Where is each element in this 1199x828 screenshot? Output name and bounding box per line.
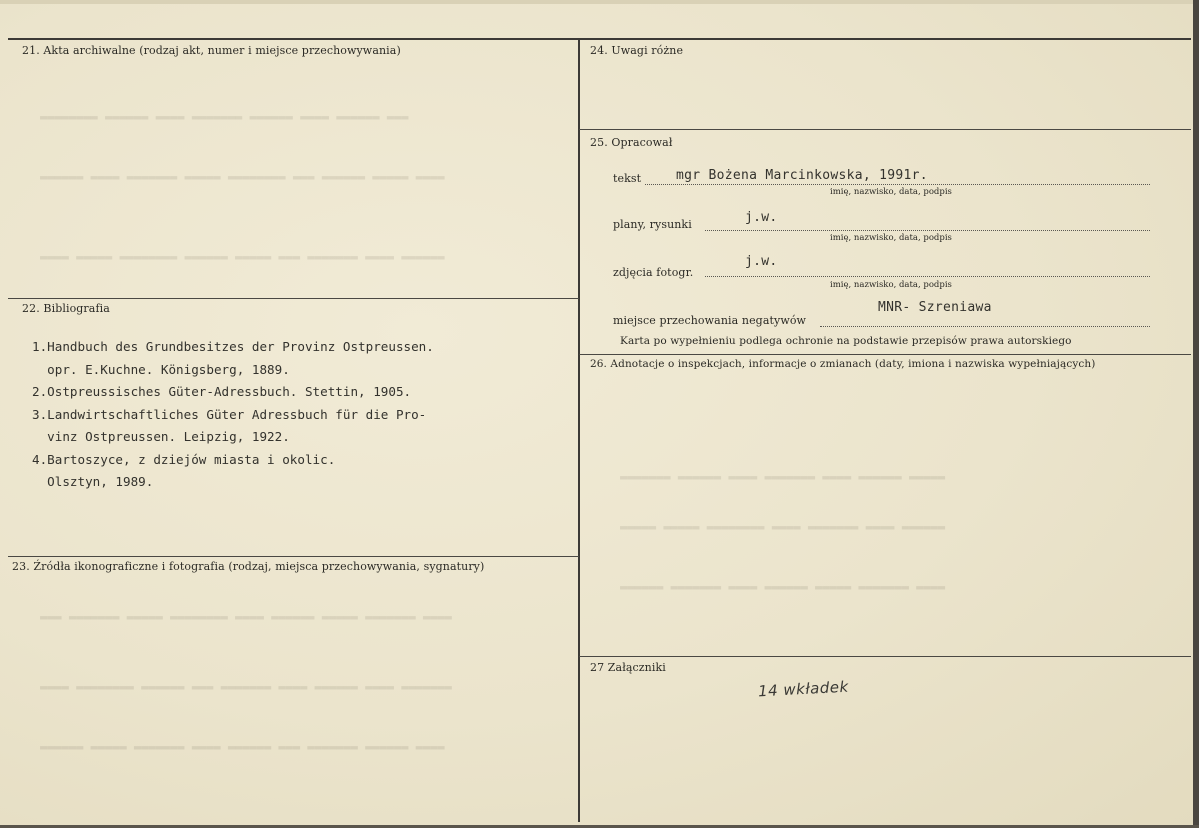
bibliography-line: 1.Handbuch des Grundbesitzes der Provinz Ostpreussen.: [32, 339, 434, 354]
bleed-through-text: ▬▬▬▬▬▬ ▬▬▬▬ ▬▬▬▬▬▬▬ ▬▬▬▬ ▬▬▬▬▬▬▬▬ ▬▬▬▬▬ ▬▬▬▬▬: [620, 520, 946, 534]
negatywy-value: MNR- Szreniawa: [878, 300, 992, 315]
bleed-through-text: ▬▬▬▬▬▬▬ ▬▬▬▬ ▬▬▬▬▬▬ ▬▬▬▬ ▬▬▬▬▬▬▬ ▬▬▬ ▬▬▬▬▬▬ ▬▬▬▬▬▬▬▬ ▬▬▬▬: [40, 680, 452, 694]
section-22-label: 22. Bibliografia: [22, 302, 110, 315]
tekst-value: mgr Bożena Marcinkowska, 1991r.: [676, 168, 928, 183]
plany-label: plany, rysunki: [613, 218, 692, 231]
tekst-label: tekst: [613, 172, 642, 185]
divider-24-25: [579, 129, 1191, 130]
bleed-through-text: ▬▬▬▬▬ ▬▬▬▬▬▬ ▬▬▬▬ ▬▬▬▬▬▬▬ ▬▬▬▬ ▬▬▬▬▬▬ ▬▬▬▬▬▬▬: [620, 470, 946, 484]
bibliography-line: vinz Ostpreussen. Leipzig, 1922.: [32, 429, 290, 444]
bleed-through-text: ▬▬▬ ▬▬▬▬▬▬ ▬▬▬▬ ▬▬▬▬▬▬ ▬▬▬▬▬▬▬ ▬▬▬▬ ▬▬▬▬▬▬ ▬▬▬▬▬▬▬▬: [40, 110, 409, 124]
section-23-label: 23. Źródła ikonograficzne i fotografia (rodzaj, miejsca przechowywania, sygnatury): [12, 560, 485, 573]
tekst-dotted-line: [645, 184, 1150, 185]
section-24-label: 24. Uwagi różne: [590, 44, 684, 57]
bibliography-line: 2.Ostpreussisches Güter-Adressbuch. Stettin, 1905.: [32, 384, 412, 399]
plany-caption: imię, nazwisko, data, podpis: [830, 233, 952, 243]
paper-right-edge: [1193, 0, 1199, 828]
section-26-label: 26. Adnotacje o inspekcjach, informacje o zmianach (daty, imiona i nazwiska wypełniających): [590, 358, 1096, 370]
paper-top-edge: [0, 0, 1199, 4]
tekst-caption: imię, nazwisko, data, podpis: [830, 187, 952, 197]
bleed-through-text: ▬▬▬▬ ▬▬▬▬▬▬▬ ▬▬▬▬▬ ▬▬▬▬▬▬ ▬▬▬▬ ▬▬▬▬▬▬▬▬ ▬▬▬▬▬ ▬▬▬▬▬▬▬ ▬▬▬: [40, 610, 452, 624]
divider-22-23: [8, 556, 579, 557]
center-divider: [578, 38, 580, 822]
section-21-label: 21. Akta archiwalne (rodzaj akt, numer i miejsce przechowywania): [22, 44, 401, 57]
bleed-through-text: ▬▬▬▬ ▬▬▬▬▬ ▬▬▬▬▬▬ ▬▬▬ ▬▬▬▬▬▬▬▬ ▬▬▬▬▬ ▬▬▬▬▬▬▬ ▬▬▬▬ ▬▬▬▬▬▬: [40, 170, 445, 184]
zdjecia-label: zdjęcia fotogr.: [613, 266, 694, 279]
bleed-through-text: ▬▬▬▬▬▬ ▬▬▬▬ ▬▬▬▬▬▬▬ ▬▬▬ ▬▬▬▬▬ ▬▬▬▬▬▬ ▬▬▬▬▬▬▬▬ ▬▬▬▬▬ ▬▬▬▬: [40, 250, 445, 264]
bibliography-list: [32, 336, 434, 494]
bleed-through-text: ▬▬▬▬ ▬▬▬▬▬▬ ▬▬▬▬▬▬▬ ▬▬▬ ▬▬▬▬▬▬ ▬▬▬▬ ▬▬▬▬▬▬▬ ▬▬▬▬▬ ▬▬▬▬▬▬: [40, 740, 445, 754]
negatywy-dotted-line: [820, 326, 1150, 327]
copyright-note: Karta po wypełnieniu podlega ochronie na podstawie przepisów prawa autorskiego: [620, 335, 1072, 347]
bibliography-line: opr. E.Kuchne. Königsberg, 1889.: [32, 361, 290, 377]
plany-dotted-line: [705, 230, 1150, 231]
divider-25-26: [579, 354, 1191, 355]
bleed-through-text: ▬▬▬▬ ▬▬▬▬▬▬▬ ▬▬▬▬▬ ▬▬▬▬▬▬ ▬▬▬▬ ▬▬▬▬▬▬▬ ▬▬▬▬▬▬: [620, 580, 946, 594]
bibliography-line: 4.Bartoszyce, z dziejów miasta i okolic.: [32, 451, 336, 467]
handwritten-attachments-note: 14 wkładek: [757, 677, 850, 701]
zdjecia-caption: imię, nazwisko, data, podpis: [830, 280, 952, 290]
zdjecia-value: j.w.: [745, 254, 778, 269]
top-border-line: [8, 38, 1191, 40]
divider-21-22: [8, 298, 579, 299]
bibliography-line: 3.Landwirtschaftliches Güter Adressbuch für die Pro-: [32, 406, 427, 422]
negatywy-label: miejsce przechowania negatywów: [613, 314, 807, 327]
plany-value: j.w.: [745, 210, 778, 225]
section-27-label: 27 Załączniki: [590, 661, 666, 674]
bibliography-line: Olsztyn, 1989.: [32, 474, 154, 489]
zdjecia-dotted-line: [705, 276, 1150, 277]
divider-26-27: [579, 656, 1191, 657]
section-25-label: 25. Opracował: [590, 136, 673, 149]
